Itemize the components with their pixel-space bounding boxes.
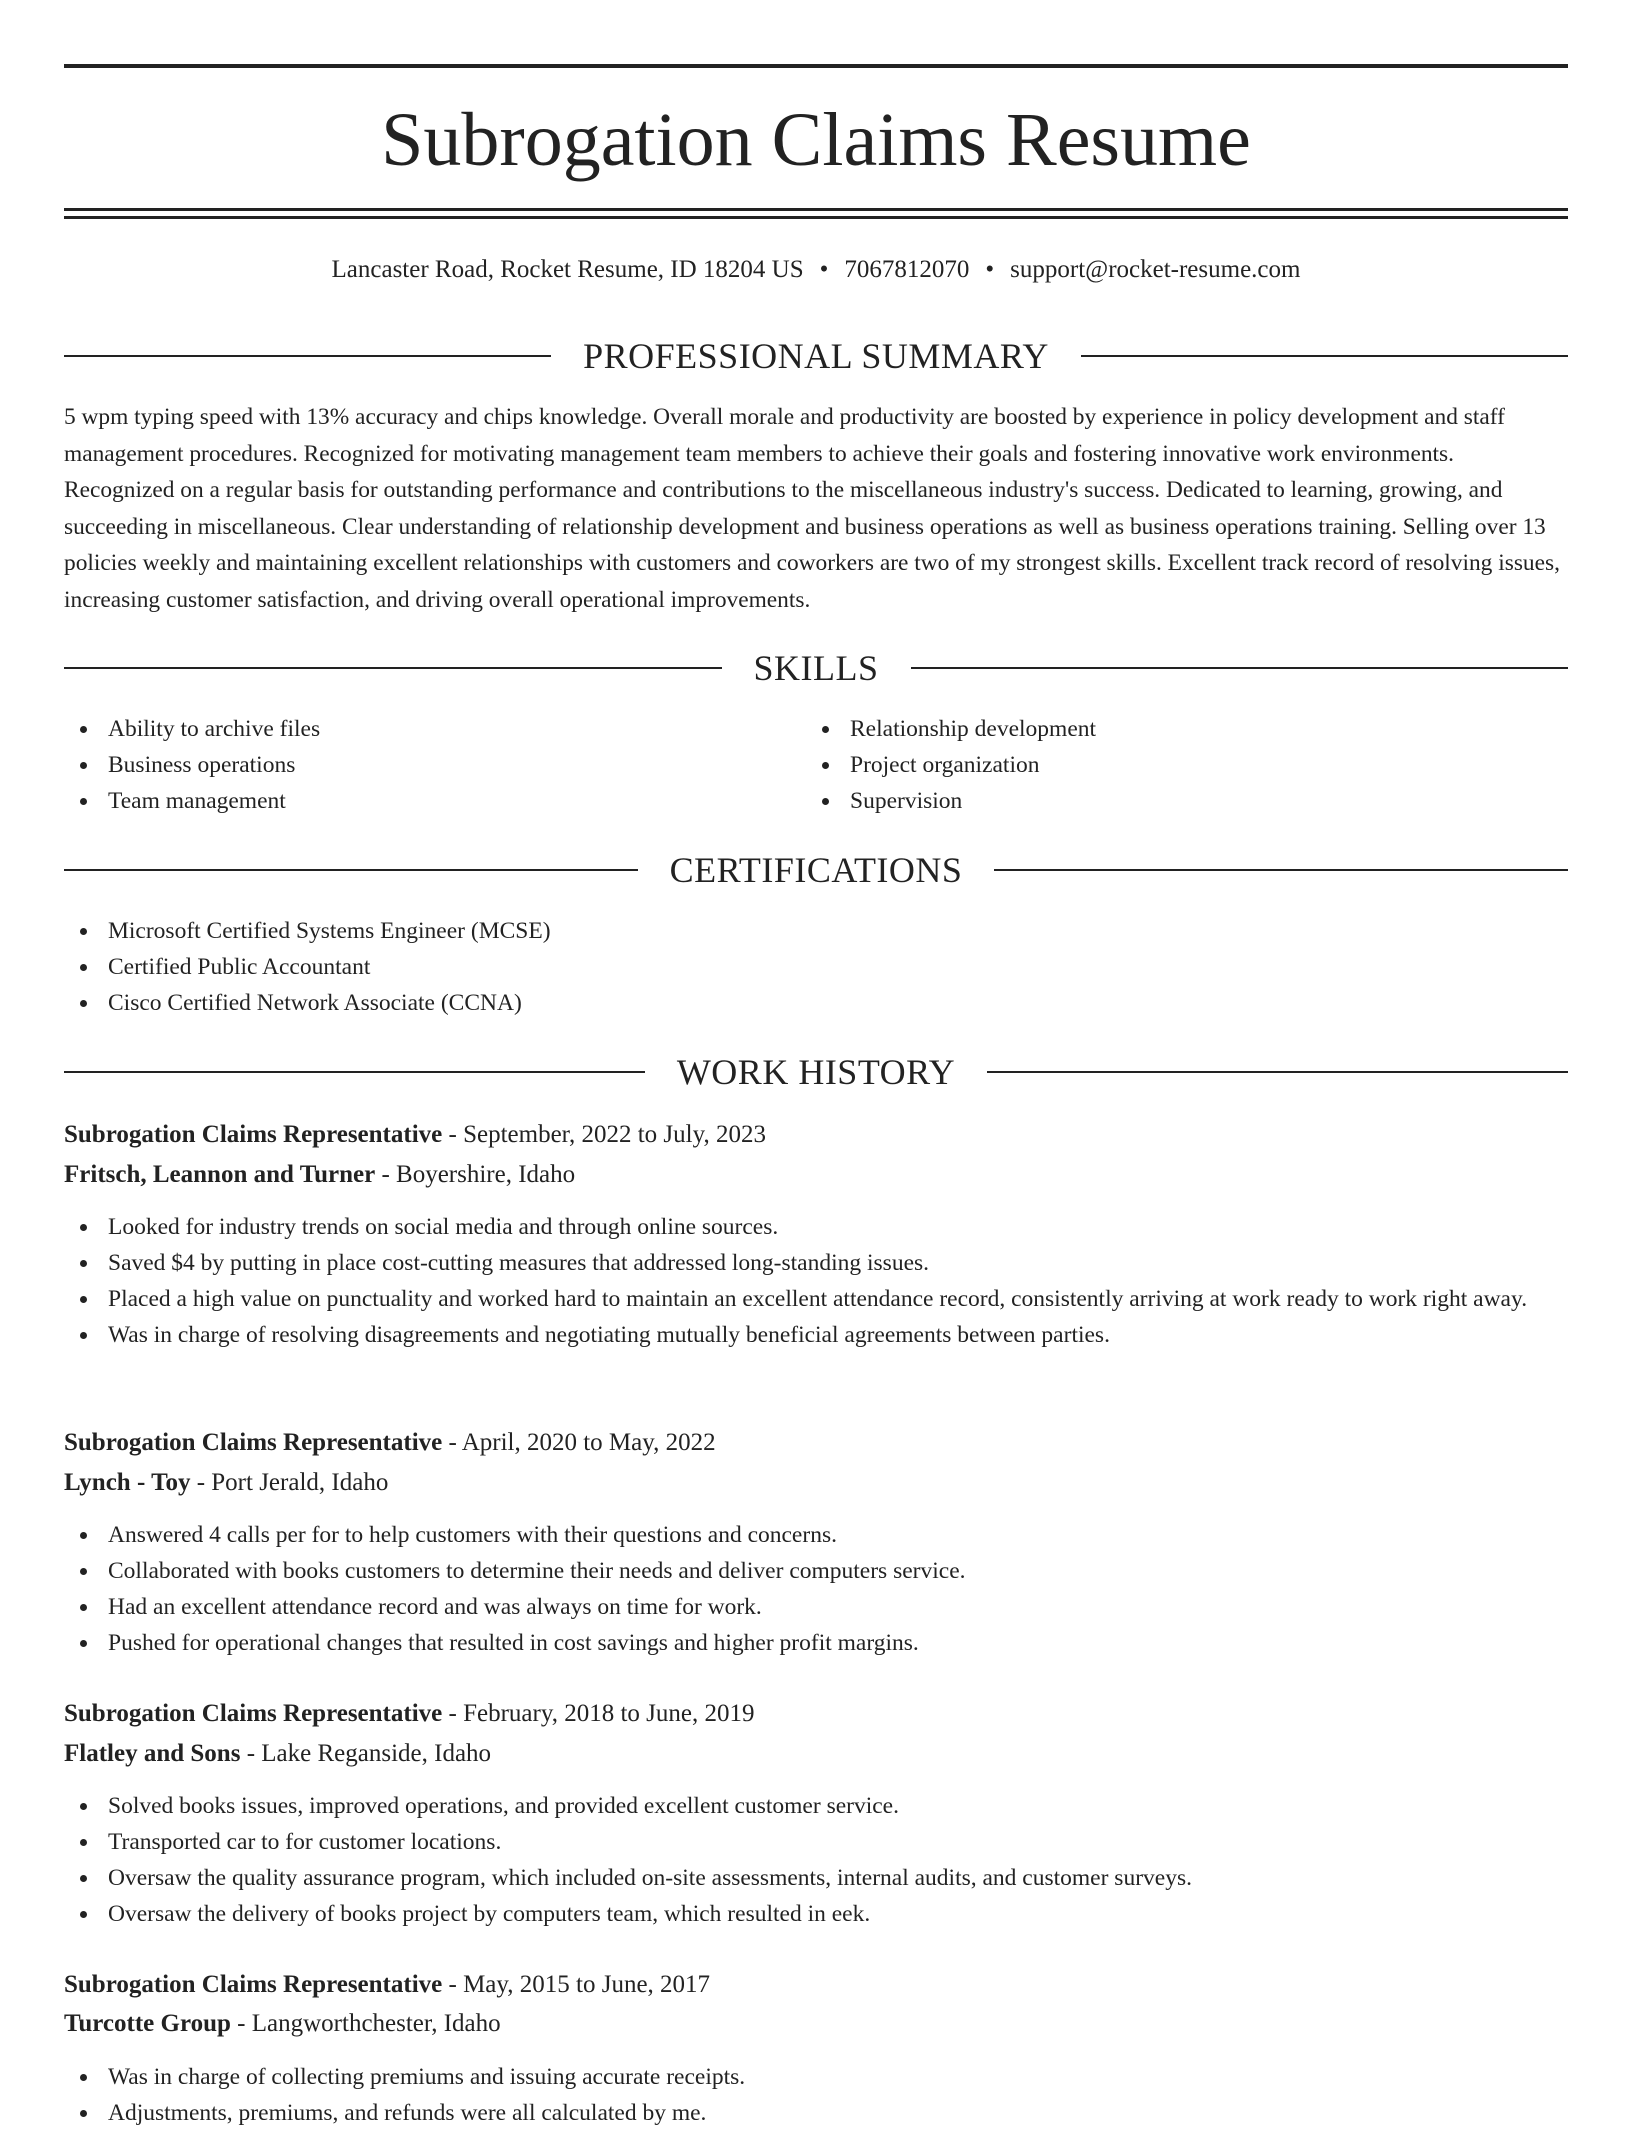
list-item: Saved $4 by putting in place cost-cutting measures that addressed long-standing issues. xyxy=(64,1245,1568,1281)
divider xyxy=(1081,355,1568,357)
list-item: Was in charge of collecting premiums and issuing accurate receipts. xyxy=(64,2059,1568,2095)
job-location: Port Jerald, Idaho xyxy=(211,1469,389,1496)
contact-line xyxy=(64,252,1568,288)
skills-list-left xyxy=(64,711,794,819)
dash: - xyxy=(190,1469,212,1496)
job-duties-list xyxy=(64,1517,1568,1661)
divider xyxy=(987,1071,1568,1073)
list-item: Transported car to for customer locations. xyxy=(64,1824,1568,1860)
section-header-certifications xyxy=(64,848,1568,892)
job-title: Subrogation Claims Representative xyxy=(64,1971,443,1998)
contact-phone: 7067812070 xyxy=(844,256,970,283)
company-name: Lynch - Toy xyxy=(64,1469,191,1496)
divider xyxy=(64,667,722,669)
divider xyxy=(64,355,551,357)
list-item: Project organization xyxy=(806,747,1546,783)
job-location: Langworthchester, Idaho xyxy=(251,2010,501,2037)
job-dates: February, 2018 to June, 2019 xyxy=(463,1700,755,1727)
job-duties-list xyxy=(64,2059,1568,2131)
list-item: Was in charge of resolving disagreements and negotiating mutually beneficial agreements between parties. xyxy=(64,1317,1568,1353)
section-title-work-history: WORK HISTORY xyxy=(676,1052,956,1092)
section-title-skills: SKILLS xyxy=(753,648,879,688)
job-title: Subrogation Claims Representative xyxy=(64,1429,443,1456)
list-item: Team management xyxy=(64,783,794,819)
job-company-line xyxy=(64,1735,1568,1773)
list-item: Looked for industry trends on social media and through online sources. xyxy=(64,1209,1568,1245)
list-item: Relationship development xyxy=(806,711,1546,747)
job-title: Subrogation Claims Representative xyxy=(64,1121,443,1148)
list-item: Had an excellent attendance record and was always on time for work. xyxy=(64,1589,1568,1625)
divider xyxy=(64,869,638,871)
list-item: Cisco Certified Network Associate (CCNA) xyxy=(64,985,1568,1021)
skills-list-right xyxy=(806,711,1546,819)
list-item: Certified Public Accountant xyxy=(64,949,1568,985)
job-title-line xyxy=(64,1695,1568,1733)
job-title-line xyxy=(64,1424,1568,1462)
list-item: Pushed for operational changes that resulted in cost savings and higher profit margins. xyxy=(64,1625,1568,1661)
list-item: Answered 4 calls per for to help customers with their questions and concerns. xyxy=(64,1517,1568,1553)
list-item: Microsoft Certified Systems Engineer (MCSE) xyxy=(64,913,1568,949)
job-dates: September, 2022 to July, 2023 xyxy=(463,1121,766,1148)
list-item: Collaborated with books customers to determine their needs and deliver computers service. xyxy=(64,1553,1568,1589)
company-name: Turcotte Group xyxy=(64,2010,231,2037)
divider xyxy=(994,869,1568,871)
job-company-line xyxy=(64,1156,1568,1194)
list-item: Ability to archive files xyxy=(64,711,794,747)
job-title-line xyxy=(64,1966,1568,2004)
dash: - xyxy=(230,2010,252,2037)
job-location: Boyershire, Idaho xyxy=(396,1161,576,1188)
section-header-summary xyxy=(64,334,1568,378)
job-title: Subrogation Claims Representative xyxy=(64,1700,443,1727)
job-duties-list xyxy=(64,1788,1568,1932)
section-header-skills xyxy=(64,646,1568,690)
list-item: Placed a high value on punctuality and worked hard to maintain an excellent attendance record, consistently arriving at work ready to work right away. xyxy=(64,1281,1568,1317)
job-company-line xyxy=(64,1464,1568,1502)
dash: - xyxy=(442,1121,464,1148)
certifications-list xyxy=(64,913,1568,1021)
company-name: Flatley and Sons xyxy=(64,1740,241,1767)
title-rule-upper xyxy=(64,208,1568,211)
divider xyxy=(911,667,1569,669)
list-item: Solved books issues, improved operations, and provided excellent customer service. xyxy=(64,1788,1568,1824)
title-rule-lower xyxy=(64,216,1568,219)
job-dates: April, 2020 to May, 2022 xyxy=(461,1429,716,1456)
dash: - xyxy=(442,1700,464,1727)
section-header-work-history xyxy=(64,1050,1568,1094)
contact-email[interactable]: support@rocket-resume.com xyxy=(1010,256,1301,283)
company-name: Fritsch, Leannon and Turner xyxy=(64,1161,376,1188)
list-item: Supervision xyxy=(806,783,1546,819)
section-title-summary: PROFESSIONAL SUMMARY xyxy=(583,336,1049,376)
job-company-line xyxy=(64,2005,1568,2043)
job-title-line xyxy=(64,1116,1568,1154)
dash: - xyxy=(442,1971,464,1998)
summary-text: 5 wpm typing speed with 13% accuracy and chips knowledge. Overall morale and productivity are boosted by experience in policy development and staff management procedures. Recognized for motivating management team members to achieve their goals and fostering innovative work environments. Recognized on a regular basis for outstanding performance and contributions to the miscellaneous industry's success. Dedicated to learning, growing, and succeeding in miscellaneous. Clear understanding of relationship development and business operations as well as business operations training. Selling over 13 policies weekly and maintaining excellent relationships with customers and coworkers are two of my strongest skills. Excellent track record of resolving issues, increasing customer satisfaction, and driving overall operational improvements. xyxy=(64,404,1560,613)
job-duties-list xyxy=(64,1209,1568,1353)
resume-title: Subrogation Claims Resume xyxy=(381,98,1251,182)
list-item: Oversaw the delivery of books project by computers team, which resulted in eek. xyxy=(64,1896,1568,1932)
contact-address: Lancaster Road, Rocket Resume, ID 18204 US xyxy=(331,256,804,283)
section-title-certifications: CERTIFICATIONS xyxy=(669,850,963,890)
list-item: Oversaw the quality assurance program, which included on-site assessments, internal audits, and customer surveys. xyxy=(64,1860,1568,1896)
contact-separator: • xyxy=(819,256,829,283)
divider xyxy=(64,1071,645,1073)
dash: - xyxy=(375,1161,397,1188)
dash: - xyxy=(442,1429,462,1456)
top-rule xyxy=(64,64,1568,68)
list-item: Business operations xyxy=(64,747,794,783)
job-dates: May, 2015 to June, 2017 xyxy=(463,1971,711,1998)
job-location: Lake Reganside, Idaho xyxy=(261,1740,492,1767)
list-item: Adjustments, premiums, and refunds were all calculated by me. xyxy=(64,2095,1568,2131)
contact-separator: • xyxy=(985,256,995,283)
dash: - xyxy=(240,1740,262,1767)
